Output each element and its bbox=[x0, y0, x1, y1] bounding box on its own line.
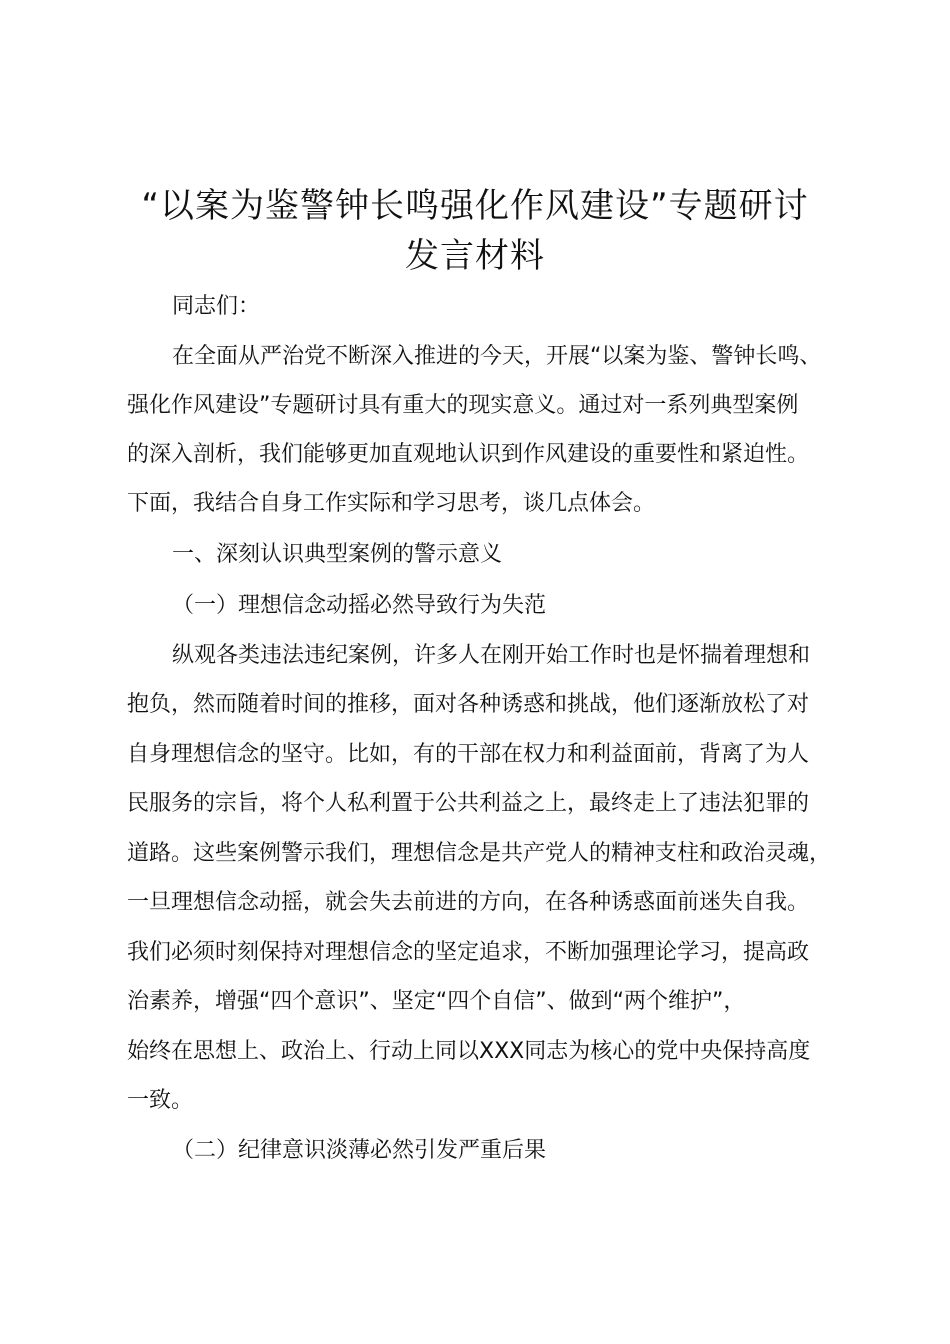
para-1-line-10: 一致。 bbox=[127, 1088, 194, 1113]
intro-line-4: 下面，我结合自身工作实际和学习思考，谈几点体会。 bbox=[127, 491, 656, 516]
para-1-line-3: 自身理想信念的坚守。比如，有的干部在权力和利益面前，背离了为人 bbox=[127, 742, 810, 767]
section-1-heading: 一、深刻认识典型案例的警示意义 bbox=[172, 542, 503, 567]
para-1-line-9: 始终在思想上、政治上、行动上同以XXX同志为核心的党中央保持高度 bbox=[127, 1039, 811, 1064]
subsection-2-heading: （二）纪律意识淡薄必然引发严重后果 bbox=[172, 1138, 547, 1163]
para-1-line-7: 我们必须时刻保持对理想信念的坚定追求，不断加强理论学习，提高政 bbox=[127, 940, 810, 965]
subsection-1-heading: （一）理想信念动摇必然导致行为失范 bbox=[172, 593, 547, 618]
para-1-line-4: 民服务的宗旨，将个人私利置于公共利益之上，最终走上了违法犯罪的 bbox=[127, 791, 810, 816]
intro-line-2: 强化作风建设”专题研讨具有重大的现实意义。通过对一系列典型案例 bbox=[127, 393, 799, 418]
para-1-line-8: 治素养，增强“四个意识”、坚定“四个自信”、做到“两个维护”， bbox=[127, 989, 746, 1014]
salutation: 同志们： bbox=[172, 294, 261, 319]
document-title-line-2: 发言材料 bbox=[405, 236, 545, 276]
para-1-line-1: 纵观各类违法违纪案例，许多人在刚开始工作时也是怀揣着理想和 bbox=[172, 643, 811, 668]
para-1-line-2: 抱负，然而随着时间的推移，面对各种诱惑和挑战，他们逐渐放松了对 bbox=[127, 692, 810, 717]
para-1-line-6: 一旦理想信念动摇，就会失去前进的方向，在各种诱惑面前迷失自我。 bbox=[127, 890, 810, 915]
document-title-line-1: “以案为鉴警钟长鸣强化作风建设”专题研讨 bbox=[141, 186, 809, 226]
intro-line-1: 在全面从严治党不断深入推进的今天，开展“以案为鉴、警钟长鸣、 bbox=[172, 344, 822, 369]
para-1-line-5: 道路。这些案例警示我们，理想信念是共产党人的精神支柱和政治灵魂， bbox=[127, 841, 832, 866]
intro-line-3: 的深入剖析，我们能够更加直观地认识到作风建设的重要性和紧迫性。 bbox=[127, 442, 810, 467]
